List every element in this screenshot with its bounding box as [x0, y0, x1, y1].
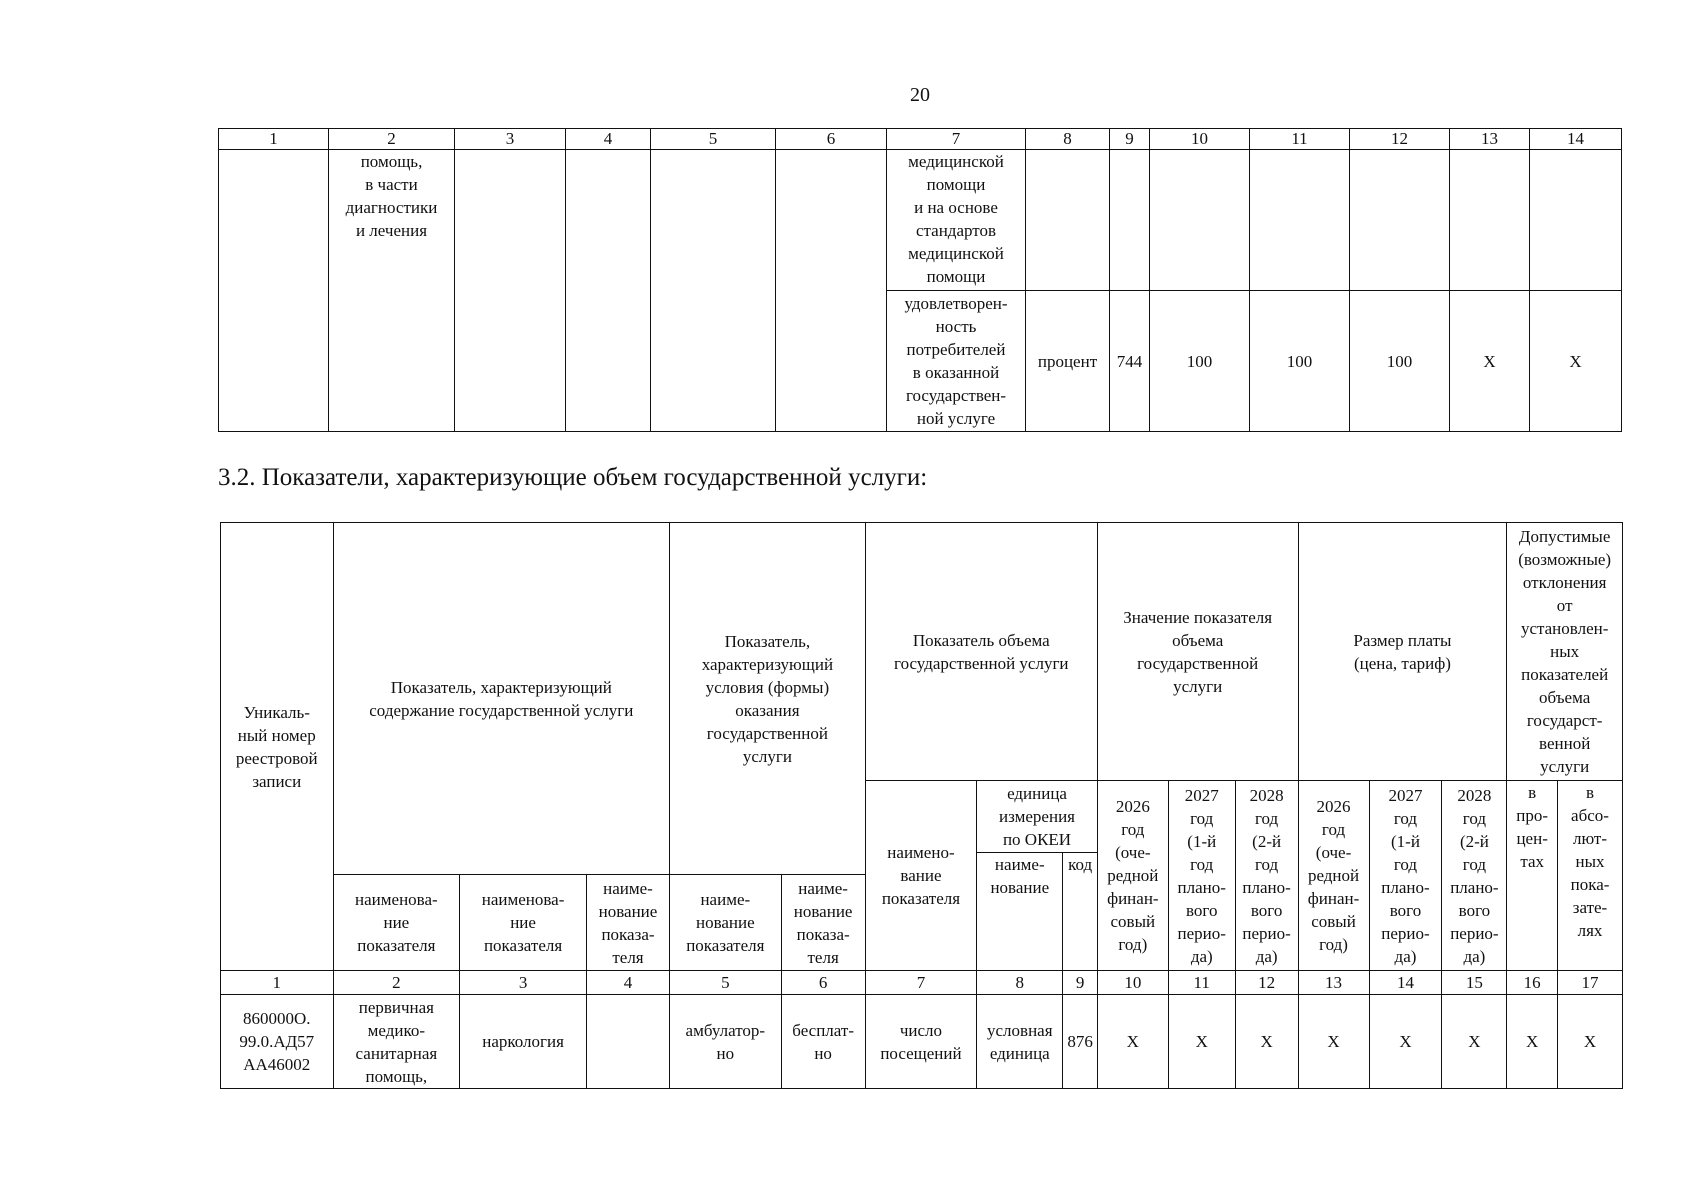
col-number: 10	[1150, 129, 1250, 150]
table-cell	[1450, 150, 1530, 291]
col-number: 2	[329, 129, 455, 150]
table-cell	[455, 150, 566, 432]
indicator-name-cell: число посещений	[865, 995, 977, 1089]
indicator-name-cell: медицинской помощи и на основе стандартов медицинской помощи	[887, 150, 1026, 291]
col-number: 7	[887, 129, 1026, 150]
table-row	[221, 995, 1623, 1089]
content-cell: первичная медико- санитарная помощь,	[333, 995, 460, 1089]
table-cell	[1250, 150, 1350, 291]
condition-name-header: наиме- нование показа- теля	[781, 875, 865, 971]
content-cell	[586, 995, 669, 1089]
col-number: 3	[460, 971, 587, 995]
value-cell: X	[1450, 291, 1530, 432]
deviation-absolute-header: в абсо- лют- ных пока- зате- лях	[1558, 781, 1623, 971]
value-cell: 100	[1150, 291, 1250, 432]
unit-name-cell: условная единица	[977, 995, 1063, 1089]
table-cell	[1150, 150, 1250, 291]
col-number: 15	[1442, 971, 1507, 995]
content-name-header: наименова- ние показателя	[460, 875, 587, 971]
fee-cell: X	[1298, 995, 1369, 1089]
conditions-indicator-header: Показатель, характеризующий условия (формы) оказания государственной услуги	[670, 523, 866, 875]
column-number-row	[219, 129, 1622, 150]
deviation-cell: X	[1558, 995, 1623, 1089]
deviation-percent-header: в про- цен- тах	[1507, 781, 1558, 971]
column-number-row	[221, 971, 1623, 995]
service-content-cell: помощь, в части диагностики и лечения	[329, 150, 455, 432]
table-row	[219, 150, 1622, 291]
col-number: 5	[670, 971, 782, 995]
value-cell: 100	[1350, 291, 1450, 432]
fee-cell: X	[1442, 995, 1507, 1089]
year-header: 2026 год (оче- редной финан- совый год)	[1097, 781, 1168, 971]
unit-cell: процент	[1026, 291, 1110, 432]
condition-name-header: наиме- нование показателя	[670, 875, 782, 971]
year-header: 2028 год (2-й год плано- вого перио- да)	[1442, 781, 1507, 971]
table-cell	[1110, 150, 1150, 291]
volume-indicators-table	[220, 522, 1623, 1089]
unit-okei-header: единица измерения по ОКЕИ	[977, 781, 1098, 853]
col-number: 1	[221, 971, 334, 995]
col-number: 9	[1063, 971, 1097, 995]
col-number: 2	[333, 971, 460, 995]
year-header: 2027 год (1-й год плано- вого перио- да)	[1369, 781, 1442, 971]
col-number: 5	[651, 129, 776, 150]
col-number: 10	[1097, 971, 1168, 995]
col-number: 3	[455, 129, 566, 150]
col-number: 4	[586, 971, 669, 995]
volume-indicator-header: Показатель объема государственной услуги	[865, 523, 1097, 781]
table-cell	[1350, 150, 1450, 291]
section-title: 3.2. Показатели, характеризующие объем государственной услуги:	[218, 464, 928, 491]
table-cell	[1530, 150, 1622, 291]
value-cell: 100	[1250, 291, 1350, 432]
col-number: 17	[1558, 971, 1623, 995]
fee-cell: X	[1369, 995, 1442, 1089]
unit-code-cell: 876	[1063, 995, 1097, 1089]
col-number: 11	[1250, 129, 1350, 150]
code-cell: 744	[1110, 291, 1150, 432]
indicator-name-cell: удовлетворен- ность потребителей в оказанной государствен- ной услуге	[887, 291, 1026, 432]
quality-indicators-table	[218, 128, 1622, 432]
table-cell	[566, 150, 651, 432]
registry-number-header: Уникаль- ный номер реестровой записи	[221, 523, 334, 971]
condition-cell: бесплат- но	[781, 995, 865, 1089]
indicator-name-header: наимено- вание показателя	[865, 781, 977, 971]
value-cell: X	[1235, 995, 1298, 1089]
page-number: 20	[910, 84, 930, 106]
value-cell: X	[1097, 995, 1168, 1089]
table-cell	[651, 150, 776, 432]
col-number: 6	[776, 129, 887, 150]
col-number: 16	[1507, 971, 1558, 995]
col-number: 13	[1450, 129, 1530, 150]
value-cell: X	[1168, 995, 1235, 1089]
table-cell	[776, 150, 887, 432]
content-cell: наркология	[460, 995, 587, 1089]
col-number: 9	[1110, 129, 1150, 150]
col-number: 7	[865, 971, 977, 995]
col-number: 6	[781, 971, 865, 995]
condition-cell: амбулатор- но	[670, 995, 782, 1089]
unit-code-header: код	[1063, 853, 1097, 971]
col-number: 4	[566, 129, 651, 150]
col-number: 8	[1026, 129, 1110, 150]
deviations-header: Допустимые (возможные) отклонения от установлен- ных показателей объема государст- венной услуги	[1507, 523, 1623, 781]
col-number: 13	[1298, 971, 1369, 995]
value-cell: X	[1530, 291, 1622, 432]
col-number: 14	[1369, 971, 1442, 995]
fee-header: Размер платы (цена, тариф)	[1298, 523, 1507, 781]
content-name-header: наименова- ние показателя	[333, 875, 460, 971]
content-name-header: наиме- нование показа- теля	[586, 875, 669, 971]
content-indicator-header: Показатель, характеризующий содержание государственной услуги	[333, 523, 670, 875]
deviation-cell: X	[1507, 995, 1558, 1089]
registry-number-cell: 860000О. 99.0.АД57 АА46002	[221, 995, 334, 1089]
table-cell	[219, 150, 329, 432]
volume-value-header: Значение показателя объема государственной услуги	[1097, 523, 1298, 781]
table-cell	[1026, 150, 1110, 291]
year-header: 2027 год (1-й год плано- вого перио- да)	[1168, 781, 1235, 971]
col-number: 14	[1530, 129, 1622, 150]
col-number: 1	[219, 129, 329, 150]
col-number: 11	[1168, 971, 1235, 995]
unit-name-header: наиме- нование	[977, 853, 1063, 971]
col-number: 12	[1235, 971, 1298, 995]
year-header: 2028 год (2-й год плано- вого перио- да)	[1235, 781, 1298, 971]
col-number: 12	[1350, 129, 1450, 150]
year-header: 2026 год (оче- редной финан- совый год)	[1298, 781, 1369, 971]
col-number: 8	[977, 971, 1063, 995]
header-row	[221, 523, 1623, 781]
